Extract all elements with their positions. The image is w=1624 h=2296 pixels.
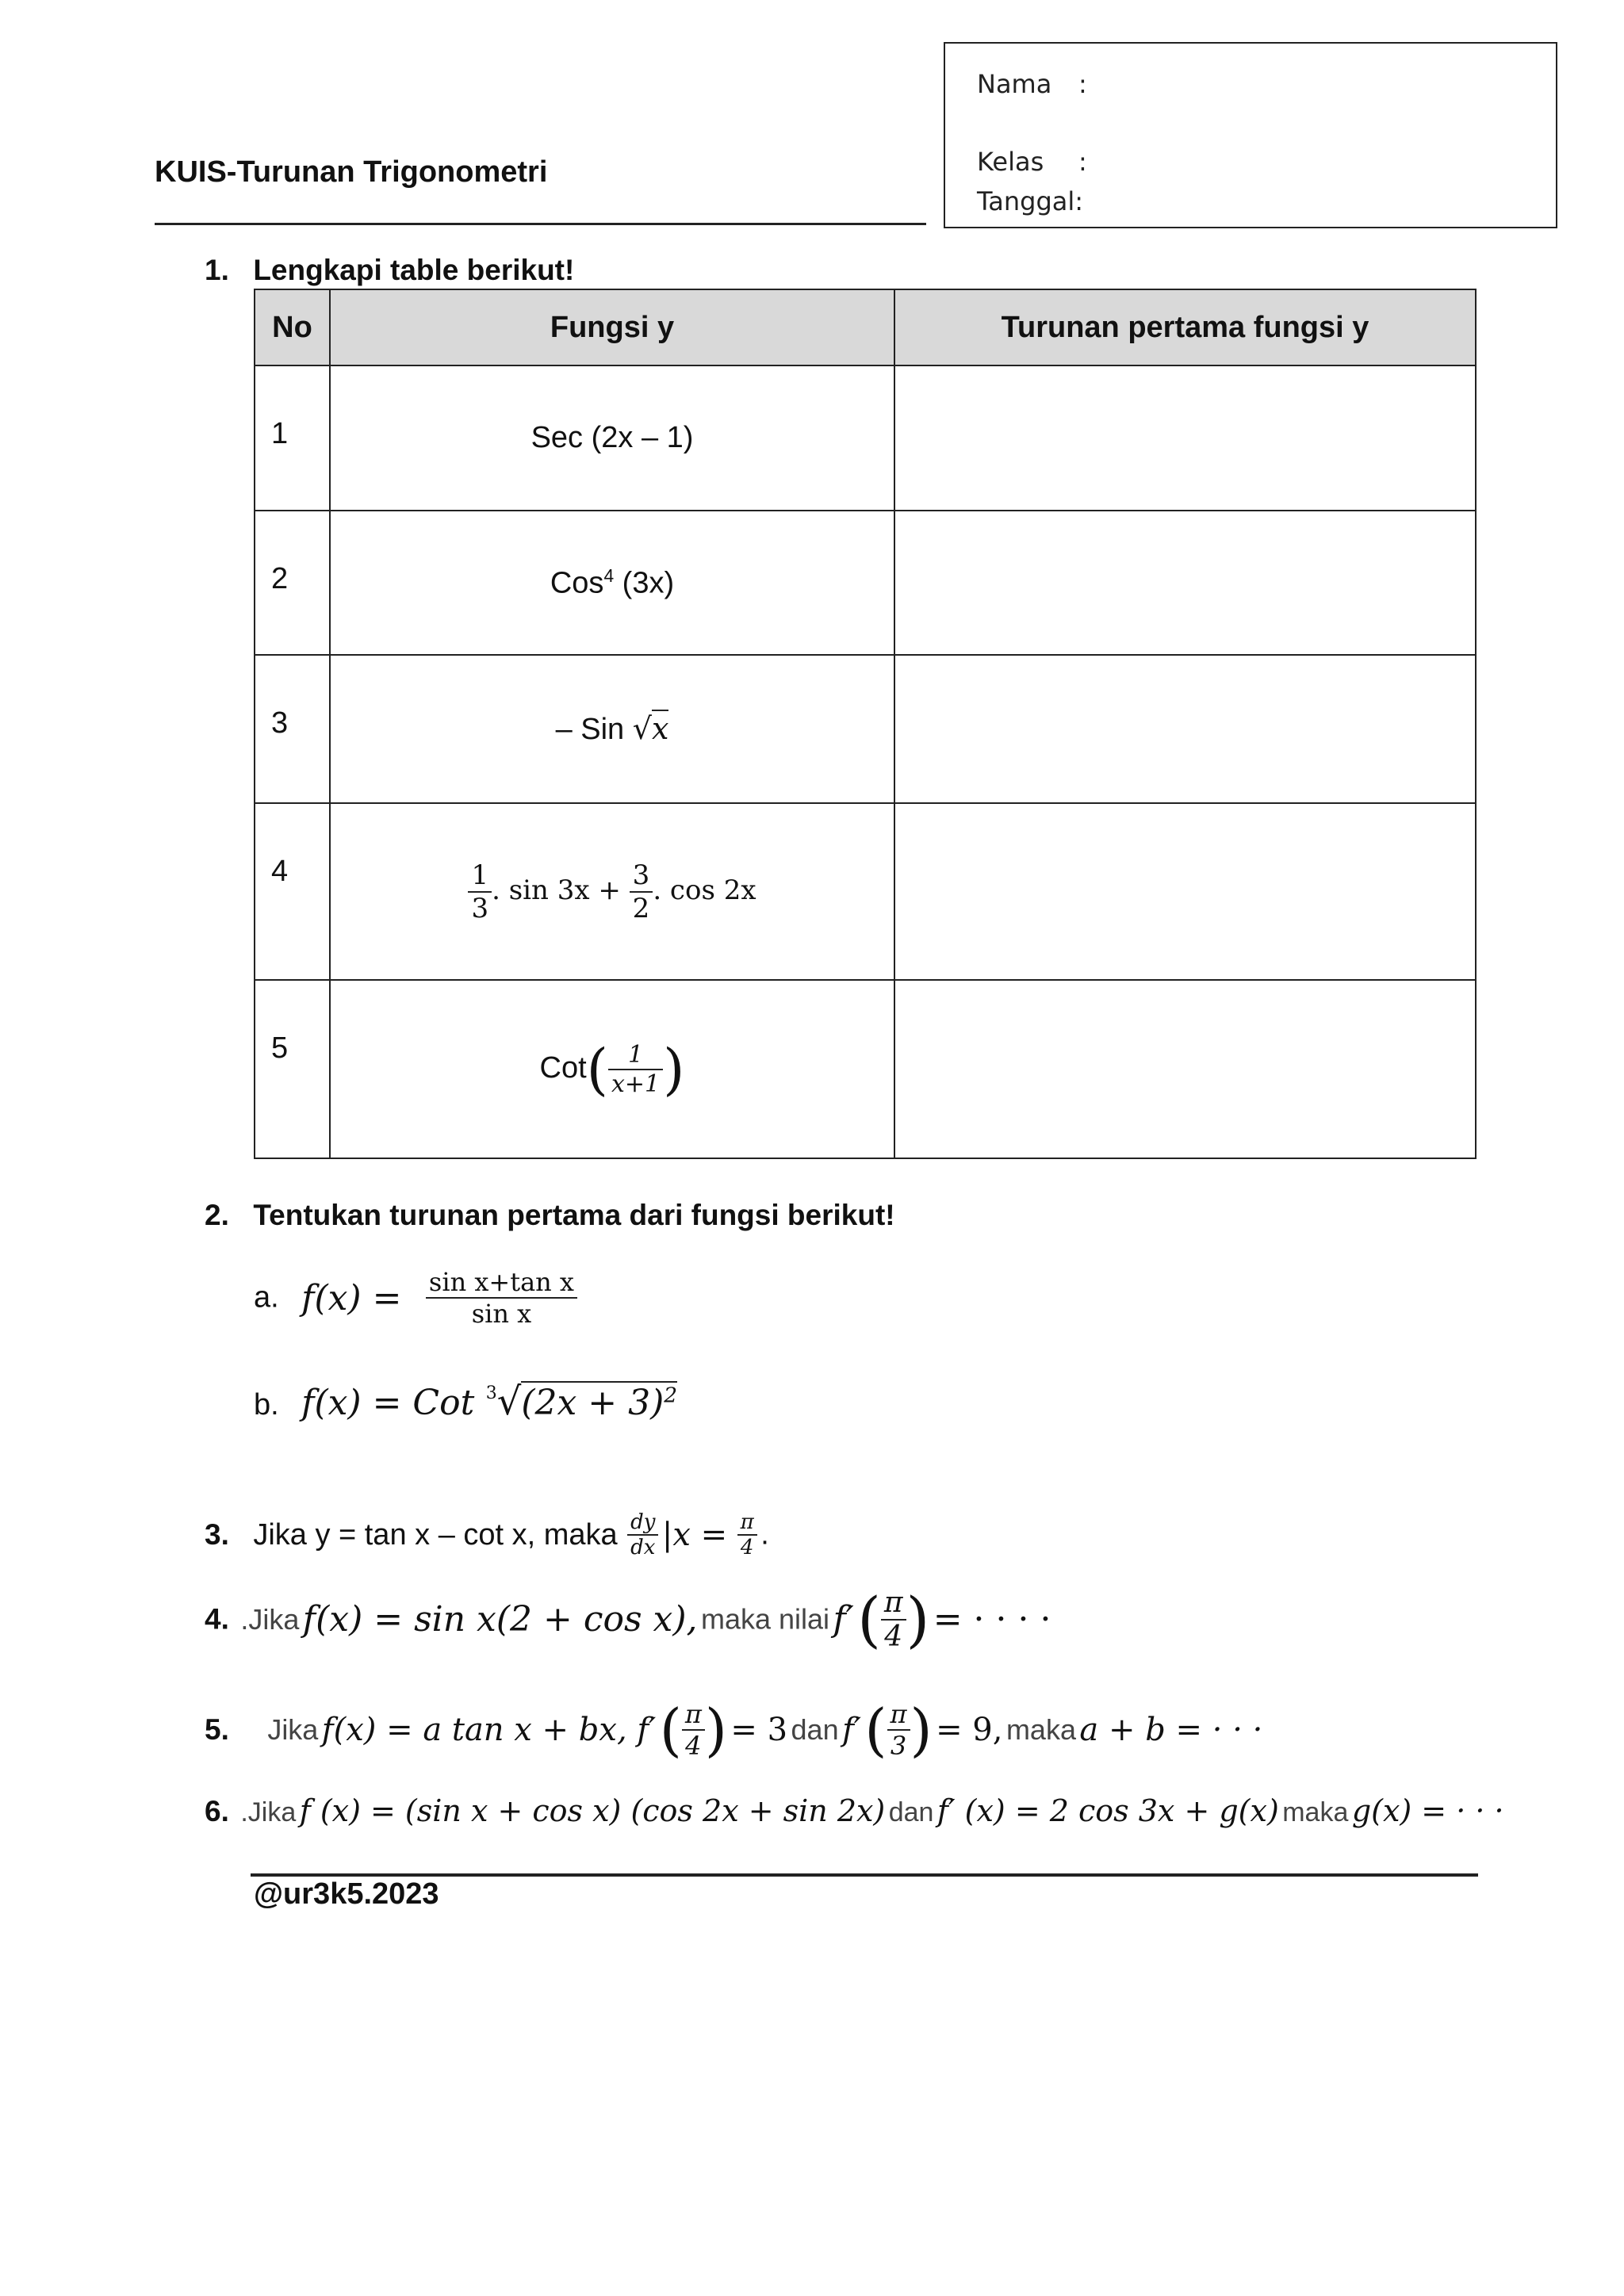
func-exponent: 4 [603, 564, 615, 586]
table-row [255, 365, 1476, 511]
q5: 5. Jika f(x) = a tan x + bx, f′ ( $\frac{\pi}{4}$ ) = 3 dan f′ ( $\frac{\pi}{3}$ ) = 9, maka a + b = · · · [205, 1697, 1263, 1763]
q4-pi-fraction: $\frac{\pi}{4}$ [881, 1586, 906, 1653]
row-no: 1 [255, 365, 330, 511]
fraction-three-halves: $\frac{3}{2}$ [630, 859, 653, 924]
q4-fprime: f′ [833, 1599, 854, 1640]
table-row [255, 655, 1476, 803]
date-label: Tanggal [977, 186, 1075, 216]
table-header-row [255, 289, 1476, 365]
q3 [205, 1510, 769, 1559]
fraction-inverse: $\frac{1}{x+1}$ [608, 1041, 663, 1098]
row-function: Cot( $\frac{1}{x+1}$ ) [330, 980, 894, 1158]
part-b-radicand: $(2x + 3)^2$ [521, 1383, 678, 1423]
header-derivative: Turunan pertama fungsi y [894, 289, 1476, 365]
footer-signature: @ur3k5.2023 [254, 1877, 439, 1911]
sqrt-symbol: √ [632, 711, 652, 746]
func-term-2: . cos 2x [653, 874, 756, 906]
root-index: 3 [485, 1383, 497, 1403]
title-divider [155, 223, 926, 225]
q3-derivative-fraction: $\frac{dy}{dx}$ [627, 1510, 658, 1559]
q6-prefix: .Jika [240, 1797, 297, 1827]
q5-value-1: = 3 [730, 1712, 788, 1748]
q5-maka: maka [1005, 1713, 1076, 1746]
q6-dan: dan [888, 1797, 934, 1827]
q6-expression-1: f (x) = (sin x + cos x) (cos 2x + sin 2x) [299, 1793, 886, 1828]
q3-end: . [760, 1517, 769, 1552]
table-row [255, 803, 1476, 980]
q2-part-b [254, 1380, 677, 1424]
row-function [330, 803, 894, 980]
q4: 4. .Jika f(x) = sin x(2 + cos x), maka nilai f′ ( $\frac{\pi}{4}$ ) = · · · · [205, 1584, 1051, 1655]
name-row [977, 69, 1087, 99]
identity-box [944, 42, 1557, 228]
footer-divider [251, 1873, 1478, 1877]
page-title: KUIS-Turunan Trigonometri [155, 155, 548, 189]
q5-pi-over-4: $\frac{\pi}{4}$ [682, 1699, 705, 1761]
func-term-1: . sin 3x + [492, 874, 630, 906]
row-function: Sec (2x – 1) [330, 365, 894, 511]
q5-prefix: Jika [267, 1713, 319, 1746]
q2-heading [205, 1199, 895, 1232]
answer-cell[interactable] [894, 803, 1476, 980]
q4-prefix: .Jika [240, 1602, 300, 1636]
row-no: 5 [255, 980, 330, 1158]
part-a-lhs: f(x) = [301, 1277, 402, 1318]
q5-number: 5. [205, 1713, 229, 1746]
func-prefix: – Sin [555, 713, 633, 746]
q5-expression: f(x) = a tan x + bx, f′ [321, 1712, 657, 1748]
header-function: Fungsi y [330, 289, 894, 365]
q5-fprime: f′ [842, 1712, 861, 1748]
date-colon: : [1074, 186, 1084, 216]
func-base: Cos [550, 566, 604, 600]
part-a-label: a. [254, 1280, 279, 1314]
q6-expression-2: f′ (x) = 2 cos 3x + g(x) [936, 1793, 1279, 1828]
answer-cell[interactable] [894, 365, 1476, 511]
q6 [205, 1793, 1504, 1828]
q2-number: 2. [205, 1199, 229, 1231]
q3-text: Jika y = tan x – cot x, maka [253, 1517, 618, 1552]
part-b-label: b. [254, 1388, 279, 1422]
row-function [330, 511, 894, 655]
answer-cell[interactable] [894, 980, 1476, 1158]
q5-dan: dan [791, 1713, 839, 1746]
q1-heading [205, 254, 574, 287]
root-symbol: √ [496, 1380, 522, 1424]
row-no: 3 [255, 655, 330, 803]
q6-number: 6. [205, 1795, 229, 1827]
q2-part-a [254, 1267, 577, 1329]
part-a-fraction: $\frac{\text{sin x+tan x}}{\text{sin x}}$ [426, 1267, 577, 1329]
header-no: No [255, 289, 330, 365]
q4-mid: maka nilai [700, 1602, 830, 1636]
q4-number: 4. [205, 1602, 229, 1636]
row-no: 2 [255, 511, 330, 655]
name-label: Nama [977, 69, 1052, 99]
q4-end: = · · · · [933, 1599, 1051, 1640]
q2-instruction: Tentukan turunan pertama dari fungsi berikut! [253, 1199, 895, 1231]
q3-pi-fraction: $\frac{\pi}{4}$ [737, 1510, 757, 1559]
func-arg: (3x) [614, 566, 675, 600]
class-label: Kelas [977, 147, 1044, 177]
q1-number: 1. [205, 254, 229, 286]
q4-expression: f(x) = sin x(2 + cos x), [302, 1599, 698, 1640]
derivative-table [254, 289, 1477, 1159]
class-colon: : [1078, 147, 1087, 177]
answer-cell[interactable] [894, 655, 1476, 803]
q6-end: g(x) = · · · [1351, 1793, 1504, 1828]
table-row [255, 980, 1476, 1158]
q1-instruction: Lengkapi table berikut! [253, 254, 575, 286]
q5-end: a + b = · · · [1079, 1712, 1263, 1748]
q5-pi-over-3: $\frac{\pi}{3}$ [887, 1699, 910, 1761]
part-b-lhs: f(x) = Cot [301, 1383, 475, 1423]
class-row [977, 147, 1087, 177]
fraction-one-third: $\frac{1}{3}$ [468, 859, 492, 924]
q5-value-2: = 9, [936, 1712, 1003, 1748]
table-row [255, 511, 1476, 655]
q3-condition: |x = [661, 1517, 728, 1553]
date-row [977, 186, 1083, 216]
func-prefix: Cot [539, 1050, 587, 1085]
row-no: 4 [255, 803, 330, 980]
q6-maka: maka [1282, 1797, 1349, 1827]
row-function [330, 655, 894, 803]
name-colon: : [1078, 69, 1087, 99]
radicand: x [651, 711, 669, 746]
answer-cell[interactable] [894, 511, 1476, 655]
q3-number: 3. [205, 1518, 229, 1551]
